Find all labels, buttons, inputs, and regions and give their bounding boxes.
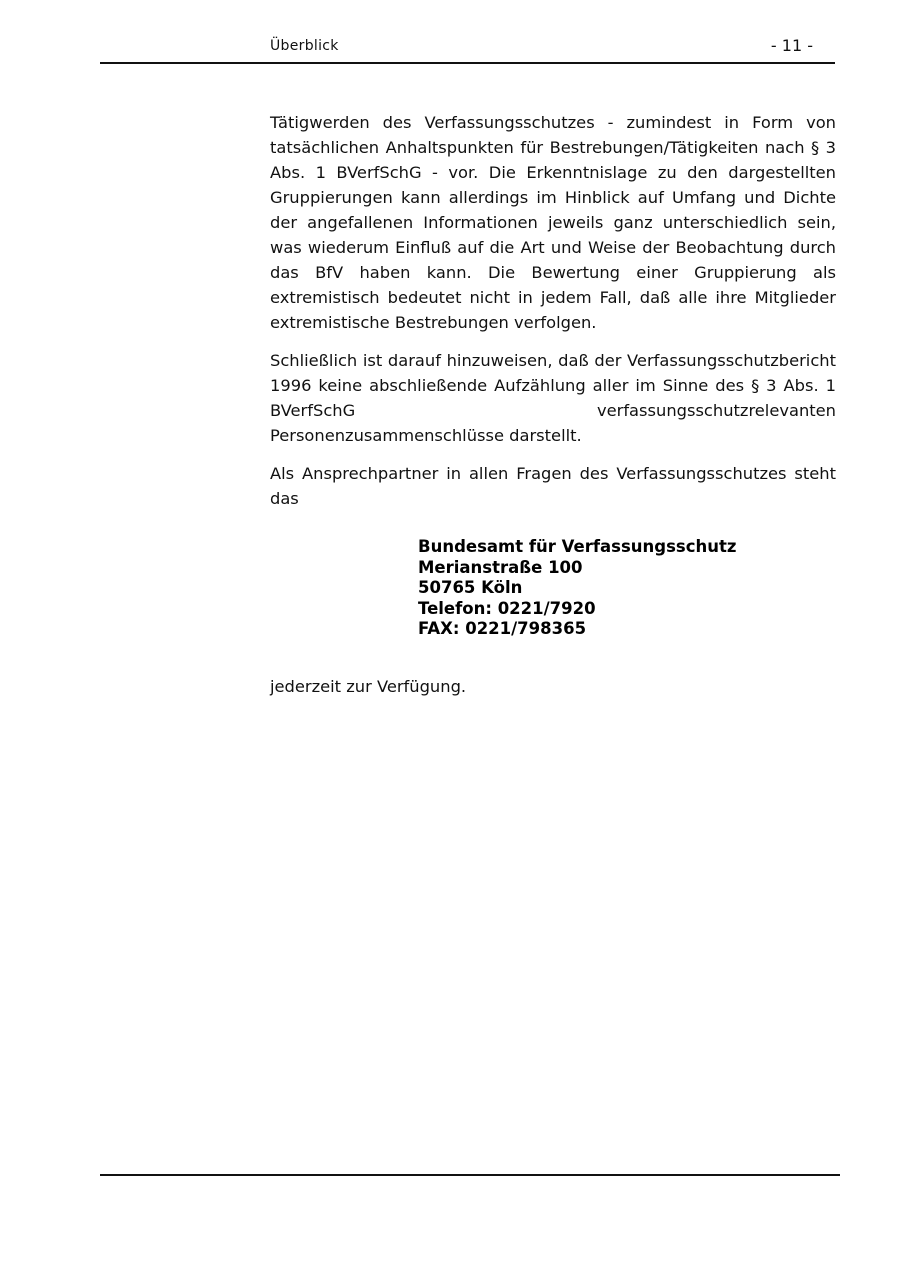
address-city: 50765 Köln [418,578,523,597]
body-text [270,110,836,524]
contact-address [418,537,737,640]
footer-rule [100,1174,840,1176]
address-street: Merianstraße 100 [418,557,583,577]
address-organization: Bundesamt für Verfassungsschutz [418,537,737,556]
address-fax: FAX: 0221/798365 [418,619,587,638]
paragraph-contact-intro: Als Ansprechpartner in allen Fragen des Verfassungsschutzes steht das [270,464,836,508]
closing-text: jederzeit zur Verfügung. [270,677,467,696]
page-number: - 11 - [770,36,813,55]
address-phone: Telefon: 0221/7920 [418,598,596,618]
running-header-title: Überblick [270,38,339,54]
paragraph-observation-scope: Tätigwerden des Verfassungsschutzes - zumindest in Form von tatsächlichen Anhaltspunkten für Bestrebungen/Tätigkeiten nach § 3 Abs. 1 BVerfSchG - vor. Die Erkenntnislage zu den dargestellten Gruppierungen kann allerdings im Hinblick auf Umfang und Dichte der angefallenen Informationen jeweils ganz unterschiedlich sein, was wiederum Einfluß auf die Art und Weise der Beobachtung durch das BfV haben kann. Die Bewertung einer Gruppierung als extremistisch bedeutet nicht in jedem Fall, daß alle ihre Mitglieder extremistische Bestrebungen verfolgen. [270,113,836,332]
page-header [100,36,835,64]
paragraph-not-exhaustive: Schließlich ist darauf hinzuweisen, daß der Verfassungsschutzbericht 1996 keine abschließende Aufzählung aller im Sinne des § 3 Abs. 1 BVerfSchG verfassungsschutzrelevanten Personenzusammenschlüsse darstellt. [270,351,836,445]
